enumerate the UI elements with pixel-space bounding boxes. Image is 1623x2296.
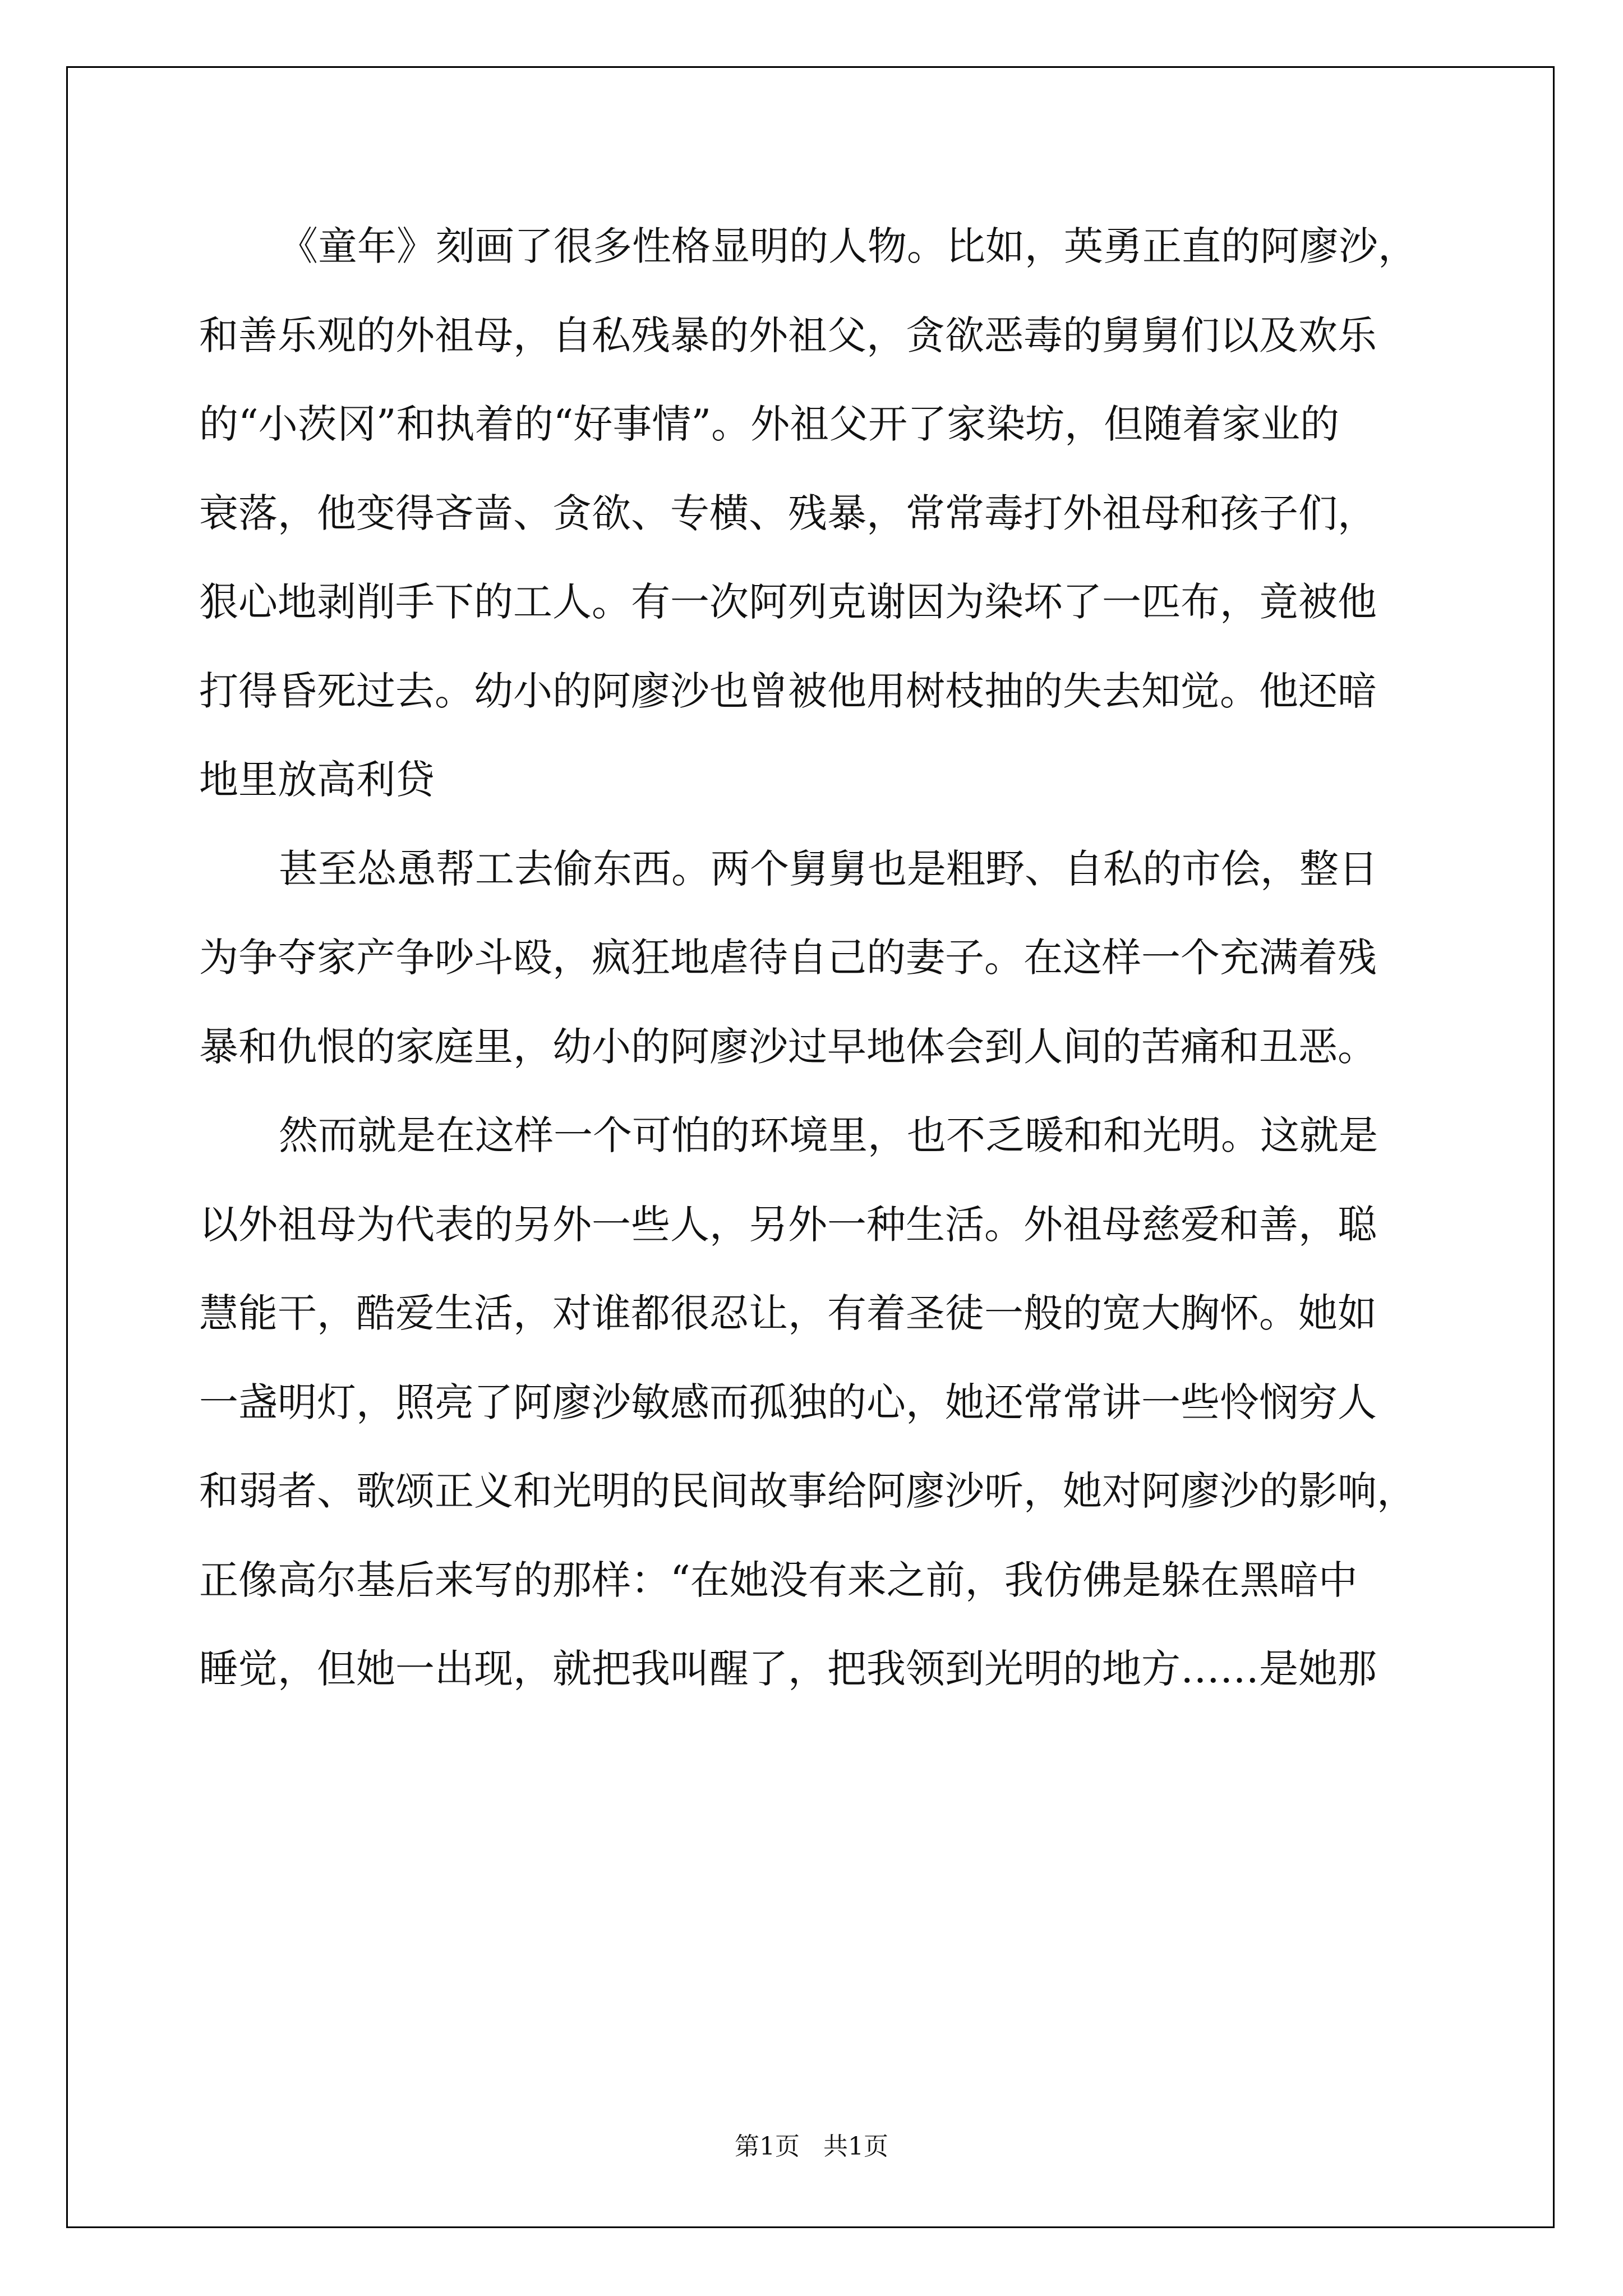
text-line: 狠心地剥削手下的工人。有一次阿列克谢因为染坏了一匹布，竟被他 <box>199 579 1377 625</box>
text-line: 为争夺家产争吵斗殴，疯狂地虐待自己的妻子。在这样一个充满着残 <box>199 935 1377 981</box>
text-line: 一盏明灯，照亮了阿廖沙敏感而孤独的心，她还常常讲一些怜悯穷人 <box>199 1379 1377 1425</box>
text-line: 以外祖母为代表的另外一些人，另外一种生活。外祖母慈爱和善，聪 <box>199 1201 1377 1248</box>
text-line: 衰落，他变得吝啬、贪欲、专横、残暴，常常毒打外祖母和孩子们， <box>199 490 1377 536</box>
text-line: 慧能干，酷爱生活，对谁都很忍让，有着圣徒一般的宽大胸怀。她如 <box>199 1290 1377 1336</box>
text-line: 《童年》刻画了很多性格显明的人物。比如，英勇正直的阿廖沙， <box>279 223 1417 269</box>
text-line: 的“小茨冈”和执着的“好事情”。外祖父开了家染坊，但随着家业的 <box>199 401 1340 447</box>
text-line: 地里放高利贷 <box>199 757 435 803</box>
text-line: 正像高尔基后来写的那样：“在她没有来之前，我仿佛是躲在黑暗中 <box>199 1557 1358 1603</box>
text-line: 睡觉，但她一出现，就把我叫醒了，把我领到光明的地方……是她那 <box>199 1646 1377 1692</box>
document-body <box>199 202 1455 1714</box>
text-line: 和善乐观的外祖母，自私残暴的外祖父，贪欲恶毒的舅舅们以及欢乐 <box>199 312 1377 358</box>
text-line: 打得昏死过去。幼小的阿廖沙也曾被他用树枝抽的失去知觉。他还暗 <box>199 668 1377 714</box>
text-line: 暴和仇恨的家庭里，幼小的阿廖沙过早地体会到人间的苦痛和丑恶。 <box>199 1023 1377 1070</box>
page-number-footer: 第1页 共1页 <box>735 2132 888 2161</box>
text-line: 和弱者、歌颂正义和光明的民间故事给阿廖沙听，她对阿廖沙的影响， <box>199 1468 1416 1514</box>
text-line: 甚至怂恿帮工去偷东西。两个舅舅也是粗野、自私的市侩，整日 <box>279 845 1378 892</box>
text-line: 然而就是在这样一个可怕的环境里，也不乏暖和和光明。这就是 <box>279 1112 1378 1158</box>
